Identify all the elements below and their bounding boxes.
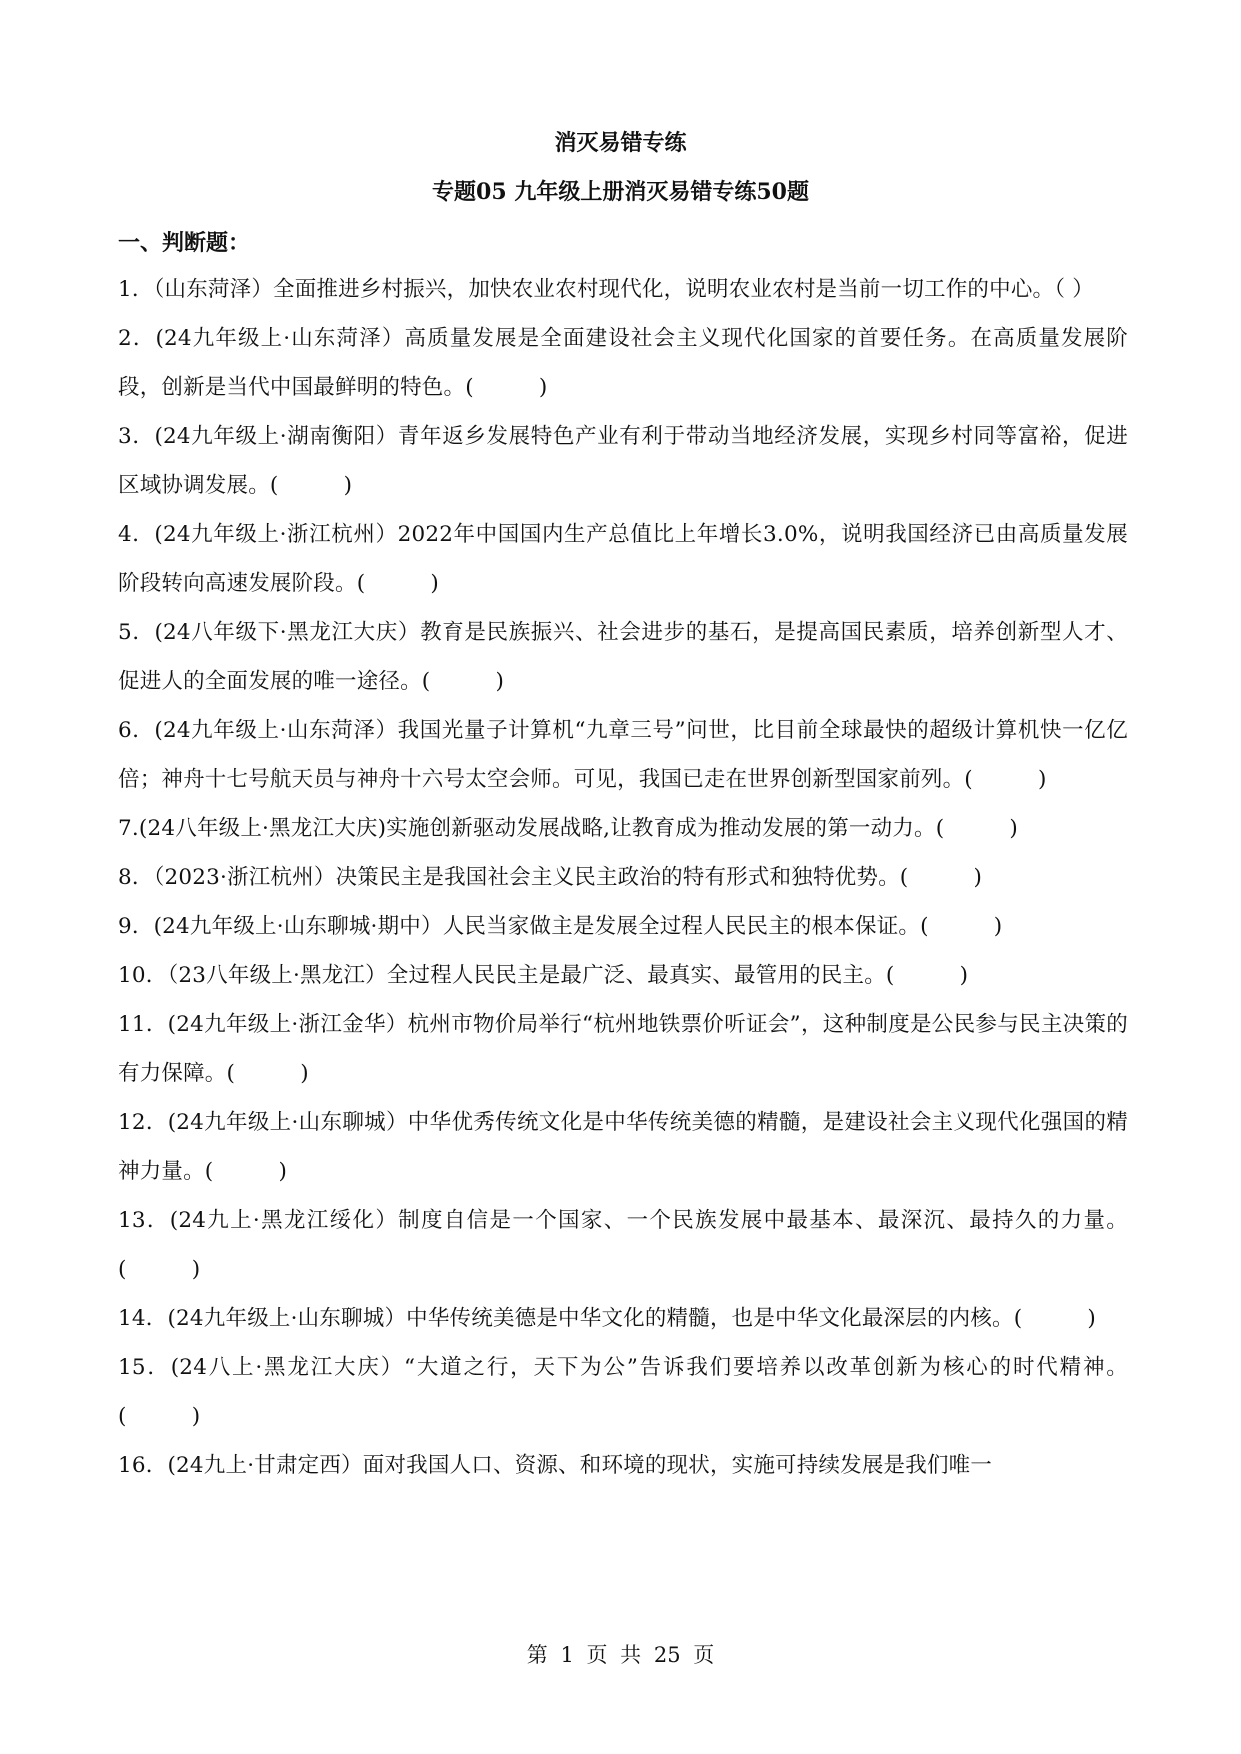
section-heading: 一、判断题： [118, 230, 251, 256]
question-item: 16．(24九上·甘肃定西）面对我国人口、资源、和环境的现状，实施可持续发展是我们唯一 [118, 1453, 993, 1478]
question-item: 15．(24八上·黑龙江大庆）“大道之行，天下为公”告诉我们要培养以改革创新为核心的时代精神。( ) [118, 1355, 1128, 1429]
question-list [118, 265, 1128, 1490]
question-item: 12．(24九年级上·山东聊城）中华优秀传统文化是中华传统美德的精髓，是建设社会主义现代化强国的精神力量。( ) [118, 1110, 1128, 1184]
question-item: 4．(24九年级上·浙江杭州）2022年中国国内生产总值比上年增长3.0%，说明我国经济已由高质量发展阶段转向高速发展阶段。( ) [118, 522, 1128, 596]
question-item: 2．(24九年级上·山东菏泽）高质量发展是全面建设社会主义现代化国家的首要任务。在高质量发展阶段，创新是当代中国最鲜明的特色。( ) [118, 326, 1128, 400]
question-item: 3．(24九年级上·湖南衡阳）青年返乡发展特色产业有利于带动当地经济发展，实现乡村同等富裕，促进区域协调发展。( ) [118, 424, 1128, 498]
question-item: 1．（山东菏泽）全面推进乡村振兴，加快农业农村现代化，说明农业农村是当前一切工作的中心。（ ） [118, 277, 1094, 302]
question-item: 9．(24九年级上·山东聊城·期中）人民当家做主是发展全过程人民民主的根本保证。( ) [118, 914, 1003, 939]
question-item: 13．(24九上·黑龙江绥化）制度自信是一个国家、一个民族发展中最基本、最深沉、最持久的力量。( ) [118, 1208, 1128, 1282]
question-item: 7.(24八年级上·黑龙江大庆)实施创新驱动发展战略,让教育成为推动发展的第一动力。( ) [118, 816, 1018, 841]
question-item: 14．(24九年级上·山东聊城）中华传统美德是中华文化的精髓，也是中华文化最深层的内核。( ) [118, 1306, 1097, 1331]
question-item: 5．(24八年级下·黑龙江大庆）教育是民族振兴、社会进步的基石，是提高国民素质，培养创新型人才、促进人的全面发展的唯一途径。( ) [118, 620, 1128, 694]
document-subtitle: 专题05 九年级上册消灭易错专练50题 [432, 179, 809, 205]
question-item: 6．(24九年级上·山东菏泽）我国光量子计算机“九章三号”问世，比目前全球最快的超级计算机快一亿亿倍；神舟十七号航天员与神舟十六号太空会师。可见，我国已走在世界创新型国家前列。( ) [118, 718, 1128, 792]
question-item: 11．(24九年级上·浙江金华）杭州市物价局举行“杭州地铁票价听证会”，这种制度是公民参与民主决策的有力保障。( ) [118, 1012, 1128, 1086]
document-title: 消灭易错专练 [554, 130, 687, 156]
page-footer: 第 1 页 共 25 页 [526, 1643, 715, 1667]
question-item: 8．（2023·浙江杭州）决策民主是我国社会主义民主政治的特有形式和独特优势。( ) [118, 865, 983, 890]
question-item: 10．（23八年级上·黑龙江）全过程人民民主是最广泛、最真实、最管用的民主。( ) [118, 963, 969, 988]
